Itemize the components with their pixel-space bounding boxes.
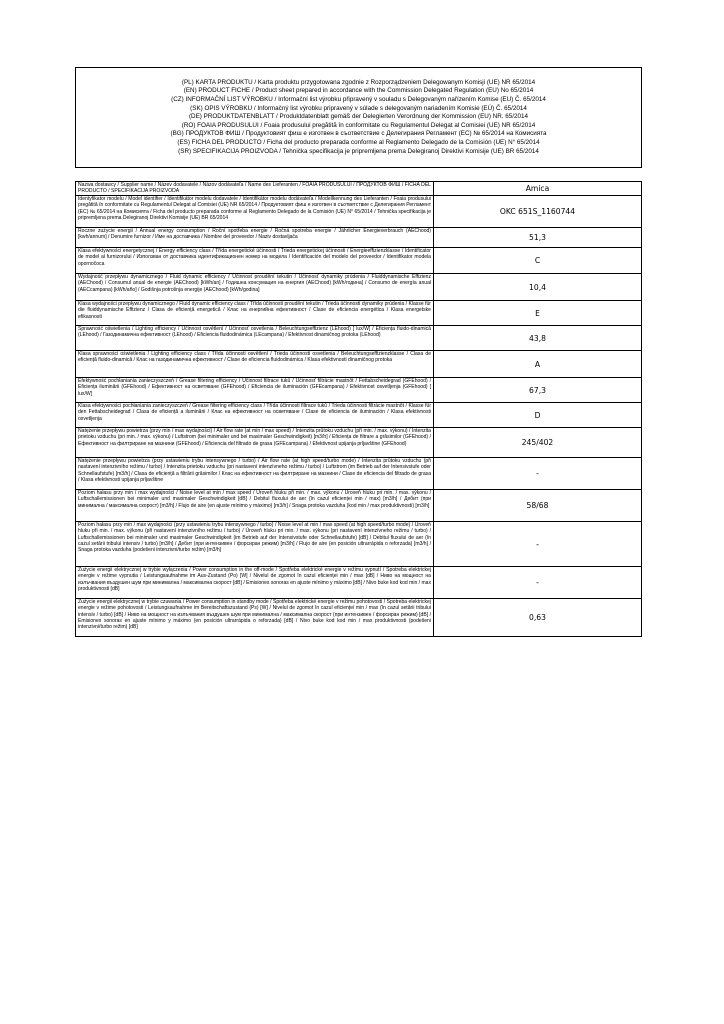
supplier-name-value: Amica [434,182,642,196]
annual-energy-label: Roczne zużycie energii / Annual energy consumption / Roční spotřeba energie / Ročná spotreba energie / Jährlicher Energieverbrauch (AEChood) [kwh/annum] / Denumire furnizor / Име на доставчика / Nombre del proveedor / Naziv dostavljača [76,228,434,248]
table-row-airflow-turbo [76,458,642,490]
noise-label: Poziom hałasu przy min / max wydajności / Noise level at min / max speed / Úroveň hluku při min. / max. výkonu / Úroveň hluku pri min. / max. výkonu / Luftschallemissionen bei minimaler und maximaler Geschwindigkeit [dB] / Debitul fluxului de aer (în cazul eficienței min / max) [m3/h] / Дебит (при минимална / максимална скорост) [m3/h] / Flujo de aire (en ajuste mínimo y máximo) [m3/h] / Snaga protoka vazduha (kod min / max produktivnosti) [m3/h] [76,490,434,522]
header-line-cz: (CZ) INFORMAČNÍ LIST VÝROBKU / Informační list výrobku připravený v souladu s Delegovaným nařízením Komise (EU) Č. 65/2014 [171,96,546,104]
table-row-grease-class [76,403,642,428]
table-row-noise [76,490,642,522]
header-line-ro: (RO) FOAIA PRODUSULUI / Foaia produsului pregătită în conformitate cu Regulamentul Delegat al Comisiei (UE) NR 65/2014 [181,121,536,129]
table-row-fluid-class [76,301,642,326]
grease-efficiency-label: Efektywność pochłaniania zanieczyszczeń / Grease filtering efficiency / Účinnost filtrace tuků / Účinnosť filtrácie mastnôt / Fettabscheidegrad (GFEhood) / Eficiența iluminării (GFEhood) / Ефективност на осветяване (GFEhood) / Eficiencia de iluminación (GFEcampana) / Efektivnost osvetljenja (GFEhood) [ lux/W] [76,378,434,403]
header-line-pl: (PL) KARTA PRODUKTU / Karta produktu przygotowana zgodnie z Rozporządzeniem Delegowanym Komisji (UE) NR 65/2014 [181,78,536,86]
lighting-efficiency-label: Sprawność oświetlenia / Lighting efficiency / Účinnost osvětlení / Účinnosť osvetlenia / Beleuchtungseffizienz (LEhood) [ lux/W] / Eficiența fluido-dinamică (LEhood) / Газодинамична ефективност (LEhood) / Eficiencia fluidodinámica (LEcampana) / Efektivnost dinamičnog protoka (LEhood) [76,326,434,351]
noise-turbo-label: Poziom hałasu przy min / max wydajności (przy ustawieniu trybu intensywnego / turbo) / Noise level at min / max speed (at high speed/turbo mode) / Úroveň hluku při min. / max. výkonu (při nastavení intenzivního režimu / turbo) / Úroveň hluku pri min. / max. výkonu (pri nastavení intenzívneho režimu / turbo) / Luftschallemissionen bei minimaler und maximaler Geschwindigkeit (im Betrieb auf der Intensivstufe oder Schnellaufstufe) [dB] / Debitul fluxului de aer (în cazul setării tribului intensiv / turbo) [m3/h] / Дебит (при интензивен / форсиран режим) [m3/h] / Flujo de aire (en posición ultrarrápida o reforzada) [m3/h] / Snaga protoka vazduha (podešeni intenzivni/turbo režim) [m3/h] [76,522,434,567]
noise-value: 58/68 [434,490,642,522]
fluid-efficiency-value: 10,4 [434,274,642,301]
model-identifier-value: OKC 651S_1160744 [434,196,642,228]
table-row-energy-class [76,248,642,274]
supplier-name-label: Nazwa dostawcy / Supplier name / Název dodavatele / Názov dodávateľa / Name des Lieferanten / FOAIA PRODUSULUI / ПРОДУКТОВ ФИШ / FICHA DEL PRODUCTO / SPECIFIKACIJA PROIZVODA [76,182,434,196]
airflow-turbo-label: Natężenie przepływu powietrza (przy ustawieniu trybu intensywnego / turbo) / Air flow rate (at high speed/turbo mode) / Intenzita průtoku vzduchu (při nastavení intenzivního režimu / turbo) / Intenzita prietoku vzduchu (pri nastavení intenzívneho režimu / turbo) / Luftstrom (im Betrieb auf der Intensivstufe oder Schnellaufstufe) [m3/h] / Clasa de eficiență a filtrării grăsimilor / Клас на ефективност на филтриране на мазнини / Clase de eficiencia del filtrado de grasa / Klasa efektivnosti upijanja prljavštine [76,458,434,490]
fiche-header-box [75,67,642,168]
energy-class-value: C [434,248,642,274]
airflow-value: 245/402 [434,428,642,458]
header-line-en: (EN) PRODUCT FICHE / Product sheet prepared in accordance with the Commission Delegated Regulation (EU) No 65/2014 [183,87,534,95]
fluid-efficiency-label: Wydajność przepływu dynamicznego / Fluid dynamic efficiency / Účinnost proudění tekutin / Účinnosť dynamiky prúdenia / Fluiddynamische Effizienz (AEChood) / Consumul anual de energie (AEChood) [kWh/an] / Годишна консумация на енергия (AEChood) [kWh/година] / Consumo de energía anual (AECcampana) [kWh/año] / Godišnja potrošnja energije (AEChood) [kWh/godina] [76,274,434,301]
power-off-value: - [434,567,642,599]
table-row-power-off [76,567,642,599]
power-standby-label: Zużycie energii elektrycznej w trybie czuwania / Power consumption in standby mode / Spotřeba elektrické energie v režimu pohotovosti / Spotreba elektrickej energie v režime pohotovosti / Leistungsaufnahme im Bereitschaftszustand (Ps) [W] / Nivelul de zgomot în cazul eficienței min / max (în cazul setării tribului intensiv / turbo) [dB] / Ниво на мощност на излъчвания въздушен шум при минимална / максимална скорост (при интензивен / форсиран режим) [dB] / Emisiones sonoras en ajuste mínimo y máximo (en posición ultrarrápida o reforzada) [dB] / Nivo buke kod kod min / max produktivnosti (podešeni intenzivni/turbo režim) [dB] [76,599,434,637]
table-row-grease-efficiency [76,378,642,403]
table-row-airflow [76,428,642,458]
model-identifier-label: Identyfikator modelu / Model identifier / Identifikátor modelu dodavatele / Identifikátor modelu dodávateľa / Modellkennung des Lieferanten / Foaia produsului pregătită în conformitate cu Regulamentul Delegat al Comisiei (UE) NR 65/2014 / Продуктовият фиш е изготвен в съответствие с Делегирания Регламент (ЕС) № 65/2014 на Комисията / Ficha del producto preparada conforme al Reglamento Delegado de la Comisión (UE) N° 65/2014 / Tehnička specifikacija je pripremljena prema Delegiranoj Direktivi Komisije (UE) BR 65/2014 [76,196,434,228]
lighting-class-value: A [434,351,642,378]
table-row-model [76,196,642,228]
energy-class-label: Klasa efektywności energetycznej / Energy efficiency class / Třída energetické účinnosti / Trieda energetickej účinnosti / Energieeffizienzklasse / Identificator de model al furnizorului / Използван от доставчика идентификационен номер на модела / Identificación del modelo del proveedor / Identifikator modela opornočoca [76,248,434,274]
header-line-sr: (SR) SPECIFIKACIJA PROIZVODA / Tehnička specifikacija je pripremljena prema Delegiranoj Direktivi Komisije (UE) BR 65/2014 [178,147,539,155]
lighting-class-label: Klasa sprawności oświetlenia / Lighting efficiency class / Třída účinnosti osvětlení / Trieda účinnosti osvetlenia / Beleuchtungseffizienzklasse / Clasa de eficiență fluido-dinamică / Клас на газодинамична ефективност / Clase de eficiencia fluidodinámica / Klasa efektivnosti dinamičnog protoka [76,351,434,378]
table-row-supplier [76,182,642,196]
grease-efficiency-value: 67,3 [434,378,642,403]
grease-class-label: Klasa efektywności pochłaniania zanieczyszczeń / Grease filtering efficiency class / Třída účinnosti filtrace tuků / Trieda účinnosti filtrácie mastnôt / Klasse für den Fettabscheidegrad / Clasa de eficiență a iluminării / Клас на ефективност на осветяване / Clase de eficiencia de iluminación / Klasa efektivnosti osvetljenja [76,403,434,428]
fluid-class-value: E [434,301,642,326]
header-line-bg: (BG) ПРОДУКТОВ ФИШ / Продуктовият фиш е изготвен в съответствие с Делегирания Регламент (ЕС) № 65/2014 на Комисията [170,130,547,138]
header-line-sk: (SK) OPIS VÝROBKU / Informačný list výrobku pripravený v súlade s delegovaným nariadením Komisie (EÚ) Č. 65/2014 [190,104,527,112]
airflow-turbo-value: - [434,458,642,490]
table-row-fluid-efficiency [76,274,642,301]
product-fiche-table [75,181,642,637]
header-line-de: (DE) PRODUKTDATENBLATT / Produktdatenblatt gemäß der Delegierten Verordnung der Kommission (EU) NR. 65/2014 [188,113,529,121]
grease-class-value: D [434,403,642,428]
table-row-lighting-efficiency [76,326,642,351]
table-row-annual-energy [76,228,642,248]
noise-turbo-value: - [434,522,642,567]
table-row-noise-turbo [76,522,642,567]
power-standby-value: 0,63 [434,599,642,637]
power-off-label: Zużycie energii elektrycznej w trybie wyłączenia / Power consumption in the off-mode / Spotřeba elektrické energie v režimu vypnutí / Spotreba elektrickej energie v režime vypnutia / Leistungsaufnahme im Aus-Zustand (Po) [W] / Nivelul de zgomot în cazul eficienței min / max [dB] / Ниво на мощност на излъчвания въздушен шум при минимална / максимална скорост [dB] / Emisiones sonoras en ajuste mínimo y máximo [dB] / Nivo buke kod kod min / max produktivnosti [dB] [76,567,434,599]
fluid-class-label: Klasa wydajności przepływu dynamicznego / Fluid dynamic efficiency class / Třída účinnosti proudění tekutin / Trieda účinnosti dynamiky prúdenia / Klasse für die fluiddynamische Effizienz / Clasa de eficiență energetică / Клас на енергийна ефективност / Clase de eficiencia energética / Klasa energetske efikasnosti [76,301,434,326]
table-row-power-standby [76,599,642,637]
header-line-es: (ES) FICHA DEL PRODUCTO / Ficha del producto preparada conforme al Reglamento Delegado de la Comisión (UE) N° 65/2014 [177,138,540,146]
annual-energy-value: 51,3 [434,228,642,248]
airflow-label: Natężenie przepływu powietrza (przy min / max wydajności) / Air flow rate (at min / max speed) / Intenzita průtoku vzduchu (při min. / max. výkonu) / Intenzita prietoku vzduchu (pri min. / max. výkonu) / Luftstrom (bei minimaler und bei maximaler Geschwindigkeit) [m3/h] / Eficiența de filtrare a grăsimilor (GFEhood) / Ефективност на филтриране на мазнини (GFEhood) / Eficiencia del filtrado de grasa (GFEcampana) / Efektivnost upijanja prljavštine (GFEhood) [76,428,434,458]
table-row-lighting-class [76,351,642,378]
lighting-efficiency-value: 43,8 [434,326,642,351]
